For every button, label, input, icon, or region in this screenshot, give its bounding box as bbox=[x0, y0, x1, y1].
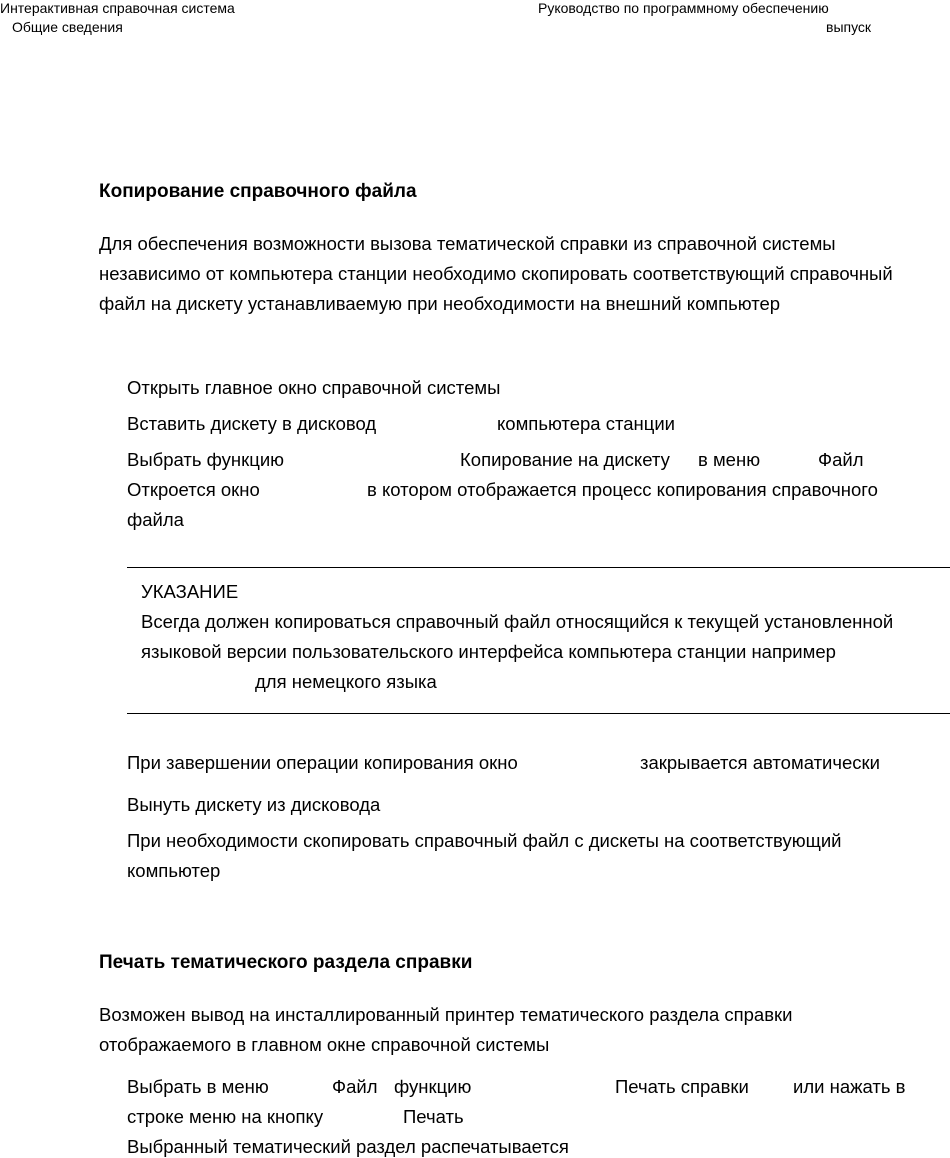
section2-intro-line-2: отображаемого в главном окне справочной системы bbox=[99, 1034, 550, 1055]
step-insert-diskette-target: компьютера станции bbox=[497, 413, 675, 434]
note-top-rule bbox=[127, 567, 950, 568]
step-copy-to-computer-line-1: При необходимости скопировать справочный файл с дискеты на соответствующий bbox=[127, 830, 842, 851]
header-manual-title: Руководство по программному обеспечению bbox=[538, 0, 829, 16]
note-line-2: языковой версии пользовательского интерфейса компьютера станции например bbox=[141, 641, 836, 662]
section2-intro-line-1: Возможен вывод на инсталлированный принтер тематического раздела справки bbox=[99, 1004, 793, 1025]
step-select-function-text: Выбрать функцию bbox=[127, 449, 285, 470]
menu-function-copy-to-diskette: Копирование на дискету bbox=[460, 449, 670, 470]
section-title-print: Печать тематического раздела справки bbox=[99, 952, 473, 973]
step-print-select-text: Выбрать в меню bbox=[127, 1076, 269, 1097]
note-bottom-rule bbox=[127, 713, 950, 714]
step-open-main-window: Открыть главное окно справочной системы bbox=[127, 377, 501, 398]
step-print-menu-button-text: строке меню на кнопку bbox=[127, 1106, 324, 1127]
header-doc-title: Интерактивная справочная система bbox=[0, 0, 235, 16]
note-title: УКАЗАНИЕ bbox=[141, 581, 239, 602]
step-copy-complete-text: При завершении операции копирования окно bbox=[127, 752, 518, 773]
section1-intro-line-1: Для обеспечения возможности вызова тематической справки из справочной системы bbox=[99, 233, 836, 254]
header-section-title: Общие сведения bbox=[12, 19, 123, 35]
step-insert-diskette-text: Вставить дискету в дисковод bbox=[127, 413, 377, 434]
menu-function-print-help: Печать справки bbox=[615, 1076, 749, 1097]
button-name-print: Печать bbox=[403, 1106, 464, 1127]
step-print-or-press: или нажать в bbox=[793, 1076, 906, 1097]
section1-intro-line-2: независимо от компьютера станции необходимо скопировать соответствующий справочный bbox=[99, 263, 893, 284]
step-print-function-word: функцию bbox=[394, 1076, 472, 1097]
step-print-result: Выбранный тематический раздел распечатывается bbox=[127, 1136, 569, 1157]
menu-name-file-print: Файл bbox=[332, 1076, 378, 1097]
section-title-copy: Копирование справочного файла bbox=[99, 181, 417, 202]
step-window-opens-text: Откроется окно bbox=[127, 479, 260, 500]
step-remove-diskette: Вынуть дискету из дисковода bbox=[127, 794, 381, 815]
step-window-opens-desc-cont: файла bbox=[127, 509, 184, 530]
step-copy-complete-result: закрывается автоматически bbox=[640, 752, 880, 773]
note-line-1: Всегда должен копироваться справочный файл относящийся к текущей установленной bbox=[141, 611, 894, 632]
menu-name-file: Файл bbox=[818, 449, 864, 470]
section1-intro-line-3: файл на дискету устанавливаемую при необходимости на внешний компьютер bbox=[99, 293, 781, 314]
step-select-function-in-menu: в меню bbox=[698, 449, 761, 470]
step-copy-to-computer-line-2: компьютер bbox=[127, 860, 221, 881]
note-line-3: для немецкого языка bbox=[255, 671, 437, 692]
step-window-opens-desc: в котором отображается процесс копирования справочного bbox=[367, 479, 878, 500]
header-release: выпуск bbox=[826, 19, 872, 35]
